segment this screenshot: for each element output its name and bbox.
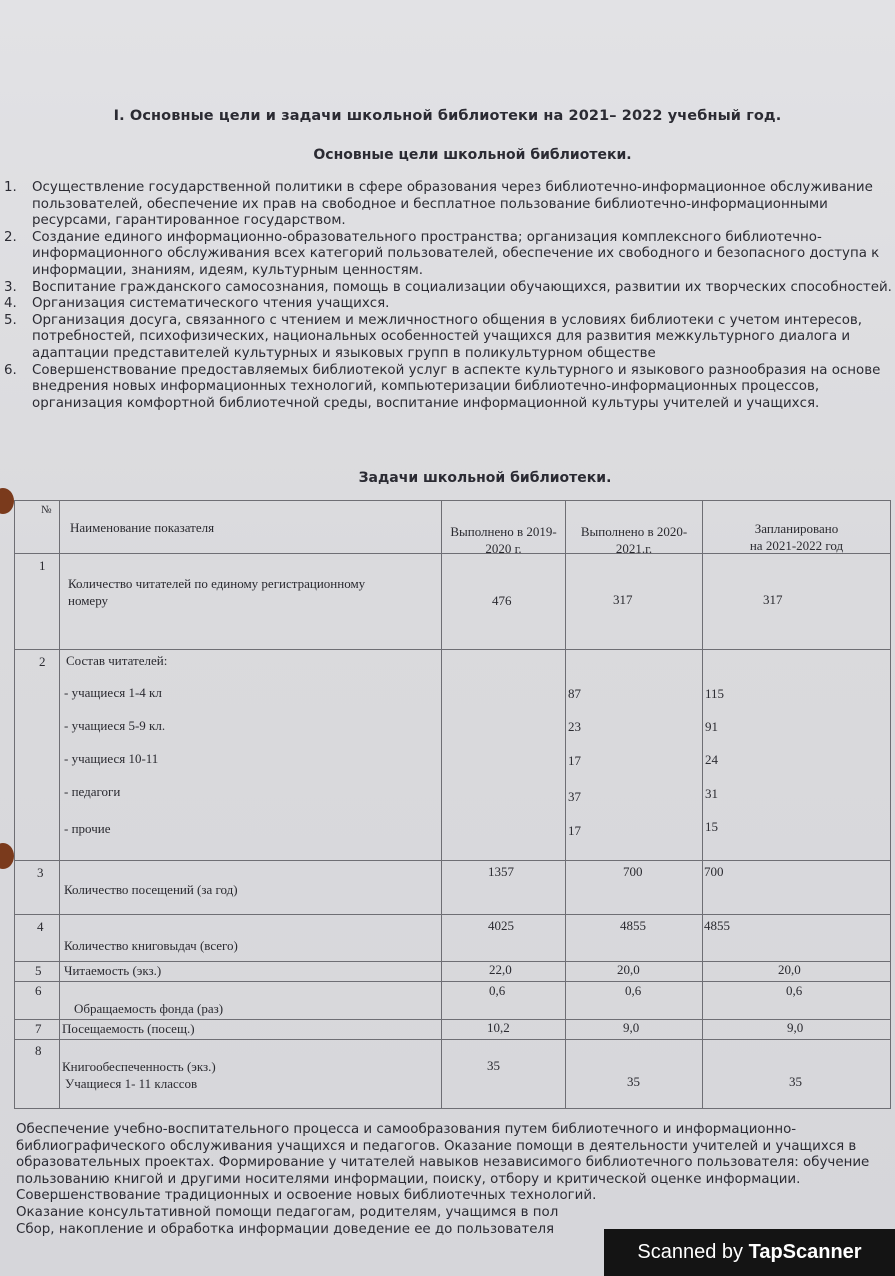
table-row xyxy=(15,1040,891,1109)
header-number: № xyxy=(41,504,52,516)
goal-number: 2. xyxy=(4,229,17,245)
value: 20,0 xyxy=(778,962,801,977)
row-number: 8 xyxy=(35,1043,42,1058)
value: 0,6 xyxy=(625,983,642,998)
sub-item-value: 24 xyxy=(705,752,718,767)
sub-item-value: 15 xyxy=(705,819,718,834)
row-name: Количество посещений (за год) xyxy=(64,882,238,897)
header-number-cell xyxy=(15,501,60,554)
goal-number: 3. xyxy=(4,279,17,295)
goal-text: Воспитание гражданского самосознания, помощь в социализации обучающихся, развитии их творческих способностей. xyxy=(32,279,892,295)
row-name-cell xyxy=(60,861,442,915)
row-number-cell xyxy=(15,554,60,650)
value: 317 xyxy=(763,592,783,607)
row-number: 4 xyxy=(37,919,44,934)
row-name-cell xyxy=(60,1020,442,1040)
table-row xyxy=(15,915,891,962)
row-value-2019 xyxy=(442,650,566,861)
value: 4855 xyxy=(704,918,730,933)
value: 22,0 xyxy=(489,962,512,977)
header-plan-cell xyxy=(703,501,891,554)
sub-item-value: 17 xyxy=(568,753,581,768)
header-2020-line1: Выполнено в 2020- xyxy=(580,524,688,539)
sub-item-value: 87 xyxy=(568,686,581,701)
sub-item-label: - прочие xyxy=(64,821,111,836)
value: 4025 xyxy=(488,918,514,933)
value: 9,0 xyxy=(623,1020,640,1035)
row-value-2020 xyxy=(566,861,703,915)
value: 10,2 xyxy=(487,1020,510,1035)
row-number: 5 xyxy=(35,963,42,978)
row-name: Состав читателей: xyxy=(66,653,168,668)
row-value-plan xyxy=(703,861,891,915)
goals-list xyxy=(0,180,895,412)
scanner-watermark xyxy=(604,1229,895,1276)
row-number-cell xyxy=(15,1020,60,1040)
row-number-cell xyxy=(15,861,60,915)
goal-text: Совершенствование предоставляемых библиотекой услуг в аспекте культурного и языкового разнообразия на основе внедрения новых информационных технологий, компьютеризации библиотечно-информационных процессов, организация комфортной библиотечной среды, воспитание информационной культуры учителей и учащихся. xyxy=(32,362,881,411)
goal-item xyxy=(0,313,895,363)
table-row xyxy=(15,962,891,982)
punch-hole-bottom xyxy=(0,843,14,869)
watermark-brand: TapScanner xyxy=(748,1241,862,1263)
value: 700 xyxy=(704,864,724,879)
row-value-plan xyxy=(703,962,891,982)
value: 0,6 xyxy=(786,983,803,998)
table-header-row xyxy=(15,501,891,554)
row-name: Количество книговыдач (всего) xyxy=(64,938,238,953)
row-name-cell xyxy=(60,982,442,1020)
row-name-line1: Книгообеспеченность (экз.) xyxy=(62,1059,216,1074)
table-row xyxy=(15,554,891,650)
value: 476 xyxy=(492,593,512,608)
row-value-plan xyxy=(703,554,891,650)
footer-paragraph: Оказание консультативной помощи педагогам, родителям, учащимся в пол xyxy=(16,1204,559,1220)
footer-paragraph: Совершенствование традиционных и освоение новых библиотечных технологий. xyxy=(16,1188,597,1204)
row-value-2020 xyxy=(566,650,703,861)
goal-number: 4. xyxy=(4,296,17,312)
goal-text: Организация досуга, связанного с чтением и межличностного общения в условиях библиотеки с учетом интересов, потребностей, психофизических, национальных особенностей учащихся для развития межкультурного диалога и адаптации представителей культурных и языковых групп в поликультурном обществе xyxy=(32,312,863,361)
row-value-2019 xyxy=(442,554,566,650)
row-name-line2: Учащиеся 1- 11 классов xyxy=(65,1076,198,1091)
value: 700 xyxy=(623,864,643,879)
row-value-2019 xyxy=(442,915,566,962)
sub-item-value: 31 xyxy=(705,786,718,801)
row-name-cell xyxy=(60,1040,442,1109)
row-value-2020 xyxy=(566,962,703,982)
goal-item xyxy=(0,180,895,230)
sub-item-value: 37 xyxy=(568,789,581,804)
row-value-2019 xyxy=(442,1020,566,1040)
row-name-cell xyxy=(60,962,442,982)
value: 4855 xyxy=(620,918,646,933)
footer-paragraph: Обеспечение учебно-воспитательного процесса и самообразования путем библиотечного и информационно-библиографического обслуживания учащихся и педагогов. Оказание помощи в деятельности учителей и учащихся в образовательных проектах. Формирование у читателей навыков независимого библиотечного пользователя: обучение пользованию книгой и другими носителями информации, поиску, отбору и критической оценке информации. xyxy=(16,1122,870,1187)
row-number-cell xyxy=(15,962,60,982)
punch-hole-top xyxy=(0,488,14,514)
row-value-2020 xyxy=(566,982,703,1020)
row-value-2019 xyxy=(442,982,566,1020)
value: 1357 xyxy=(488,864,514,879)
header-2019-line2: 2020 г. xyxy=(485,541,522,556)
header-2020-cell xyxy=(566,501,703,554)
row-name-line2: номеру xyxy=(68,593,109,608)
row-value-2019 xyxy=(442,861,566,915)
goal-text: Осуществление государственной политики в сфере образования через библиотечно-информационное обслуживание пользователей, обеспечение их прав на свободное и бесплатное пользование библиотечно-информационными ресурсами, гарантированное государством. xyxy=(32,180,873,229)
row-number: 2 xyxy=(39,654,46,669)
row-value-2020 xyxy=(566,1040,703,1109)
goal-number: 1. xyxy=(4,180,17,195)
row-value-2020 xyxy=(566,915,703,962)
sub-item-label: - педагоги xyxy=(64,784,121,799)
sub-item-value: 91 xyxy=(705,719,718,734)
goal-item xyxy=(0,296,895,313)
sub-item-label: - учащиеся 5-9 кл. xyxy=(64,718,166,733)
table-row xyxy=(15,861,891,915)
sub-item-value: 17 xyxy=(568,823,581,838)
row-name: Читаемость (экз.) xyxy=(64,963,162,978)
footer-paragraph: Сбор, накопление и обработка информации доведение ее до пользователя xyxy=(16,1221,555,1237)
table-row xyxy=(15,982,891,1020)
row-name: Обращаемость фонда (раз) xyxy=(74,1001,224,1016)
row-name: Посещаемость (посещ.) xyxy=(62,1021,195,1036)
header-plan-line2: на 2021-2022 год xyxy=(749,538,844,553)
page-title: I. Основные цели и задачи школьной библиотеки на 2021– 2022 учебный год. xyxy=(113,108,782,124)
goal-item xyxy=(0,363,895,413)
row-number-cell xyxy=(15,1040,60,1109)
row-number: 7 xyxy=(35,1021,42,1036)
header-name-cell xyxy=(60,501,442,554)
row-value-plan xyxy=(703,1020,891,1040)
goal-text: Создание единого информационно-образовательного пространства; организация комплексного библиотечно-информационного обслуживания всех категорий пользователей, обеспечение их свободного и безопасного доступа к информации, знаниям, идеям, культурным ценностям. xyxy=(32,229,880,278)
row-number-cell xyxy=(15,650,60,861)
row-value-plan xyxy=(703,982,891,1020)
row-value-2019 xyxy=(442,962,566,982)
row-name-cell xyxy=(60,650,442,861)
goal-number: 6. xyxy=(4,362,17,378)
goal-item xyxy=(0,230,895,280)
value: 35 xyxy=(487,1058,500,1073)
row-value-2019 xyxy=(442,1040,566,1109)
row-number: 6 xyxy=(35,983,42,998)
header-name: Наименование показателя xyxy=(70,520,215,535)
sub-item-value: 115 xyxy=(705,686,725,701)
sub-item-label: - учащиеся 10-11 xyxy=(64,751,159,766)
indicators-table xyxy=(14,500,891,1109)
table-row xyxy=(15,650,891,861)
value: 9,0 xyxy=(787,1020,804,1035)
value: 20,0 xyxy=(617,962,640,977)
header-2020-line2: 2021.г. xyxy=(615,541,653,556)
row-value-plan xyxy=(703,915,891,962)
header-plan-line1: Запланировано xyxy=(754,521,839,536)
row-value-plan xyxy=(703,650,891,861)
sub-item-value: 23 xyxy=(568,719,581,734)
goal-item xyxy=(0,280,895,297)
tasks-heading: Задачи школьной библиотеки. xyxy=(358,470,612,486)
value: 317 xyxy=(613,592,633,607)
sub-item-label: - учащиеся 1-4 кл xyxy=(64,685,162,700)
header-2019-line1: Выполнено в 2019- xyxy=(450,524,557,539)
value: 0,6 xyxy=(489,983,506,998)
goal-text: Организация систематического чтения учащихся. xyxy=(32,296,390,312)
row-number: 3 xyxy=(37,865,44,880)
row-value-2020 xyxy=(566,554,703,650)
row-name-cell xyxy=(60,915,442,962)
table-row xyxy=(15,1020,891,1040)
row-number-cell xyxy=(15,982,60,1020)
value: 35 xyxy=(789,1074,802,1089)
row-name-line1: Количество читателей по единому регистрационному xyxy=(68,576,366,591)
watermark-prefix: Scanned by xyxy=(637,1241,749,1263)
goals-heading: Основные цели школьной библиотеки. xyxy=(313,147,632,163)
header-2019-cell xyxy=(442,501,566,554)
row-value-plan xyxy=(703,1040,891,1109)
footer-text xyxy=(16,1122,895,1238)
value: 35 xyxy=(627,1074,640,1089)
row-number-cell xyxy=(15,915,60,962)
goal-number: 5. xyxy=(4,312,17,328)
row-number: 1 xyxy=(39,558,46,573)
row-name-cell xyxy=(60,554,442,650)
row-value-2020 xyxy=(566,1020,703,1040)
